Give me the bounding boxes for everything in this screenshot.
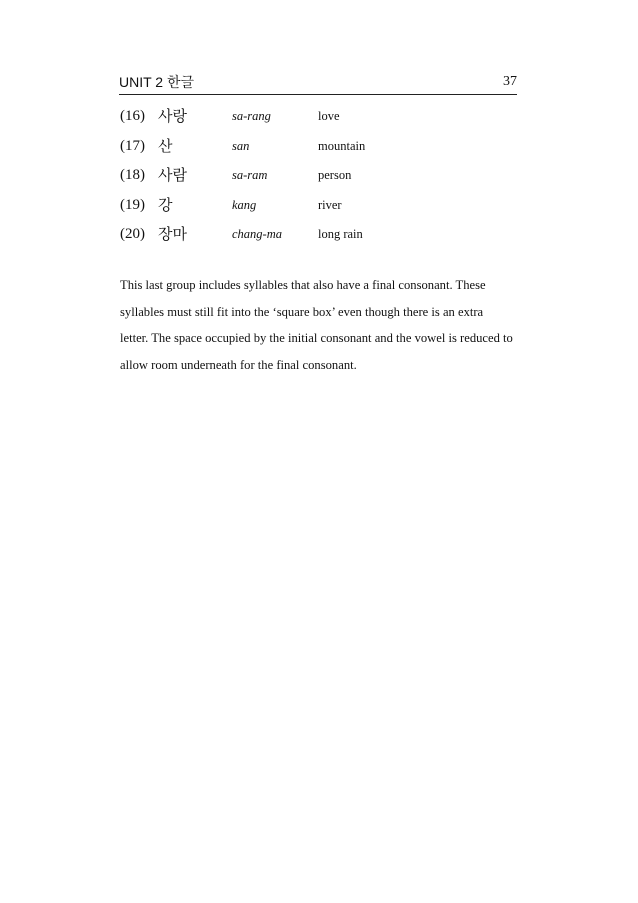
- vocabulary-item: [120, 222, 520, 252]
- english-meaning: person: [318, 168, 352, 182]
- item-number: (17): [120, 137, 145, 154]
- vocabulary-item: [120, 134, 520, 164]
- vocabulary-item: [120, 193, 520, 223]
- korean-word: 사랑: [158, 107, 187, 125]
- romanization: sa-ram: [232, 168, 268, 182]
- item-number: (16): [120, 108, 145, 124]
- english-meaning: long rain: [318, 227, 363, 241]
- vocabulary-item: [120, 104, 520, 134]
- vocabulary-item: [120, 163, 520, 193]
- english-meaning: river: [318, 197, 342, 212]
- page-number: 37: [503, 74, 517, 89]
- paragraph-line: syllables must still fit into the ‘square box’ even though there is an extra: [120, 304, 484, 319]
- paragraph-line: allow room underneath for the final consonant.: [120, 357, 357, 372]
- english-meaning: mountain: [318, 138, 366, 153]
- romanization: kang: [232, 197, 257, 212]
- korean-word: 산: [158, 136, 173, 155]
- item-number: (20): [120, 226, 145, 242]
- romanization: chang-ma: [232, 227, 282, 241]
- vocabulary-list: [120, 104, 520, 252]
- unit-title: UNIT 2 한글: [119, 74, 195, 90]
- body-paragraph: [120, 272, 530, 378]
- korean-word: 장마: [158, 225, 187, 243]
- paragraph-line: This last group includes syllables that also have a final consonant. These: [120, 278, 486, 292]
- item-number: (18): [120, 167, 145, 183]
- paragraph-line: letter. The space occupied by the initial consonant and the vowel is reduced to: [120, 331, 513, 345]
- romanization: sa-rang: [232, 109, 271, 123]
- korean-word: 사람: [158, 166, 187, 184]
- english-meaning: love: [318, 109, 340, 123]
- running-header: [119, 70, 517, 95]
- item-number: (19): [120, 196, 145, 213]
- romanization: san: [232, 138, 250, 153]
- korean-word: 강: [158, 195, 173, 214]
